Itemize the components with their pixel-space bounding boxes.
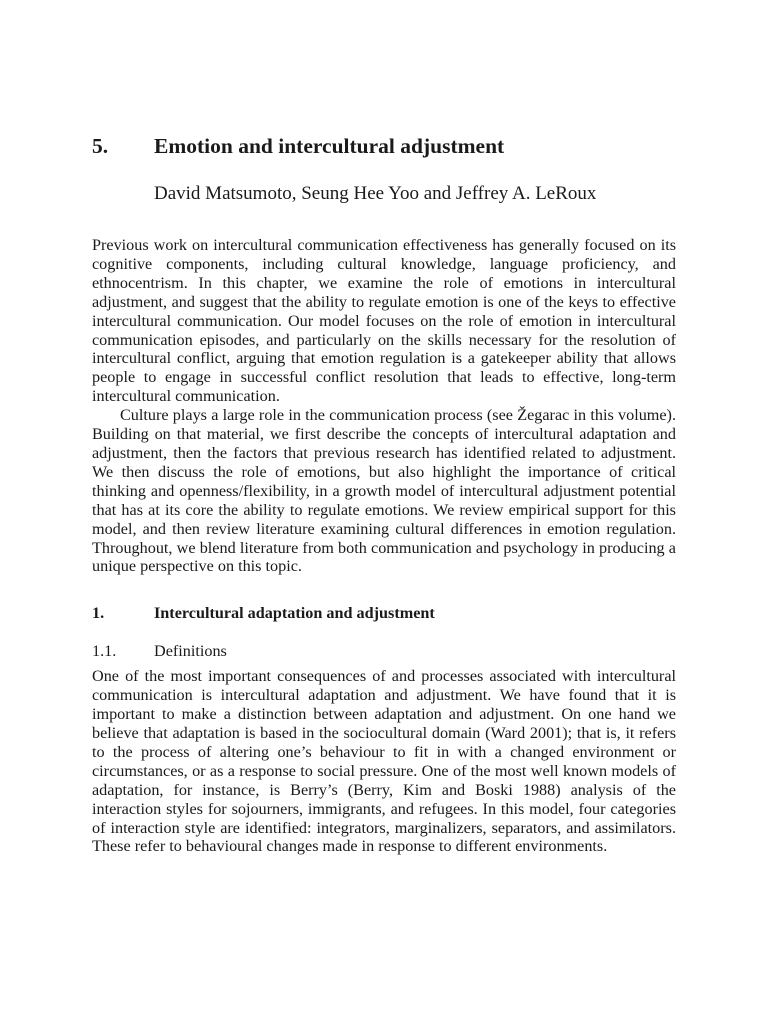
book-page bbox=[92, 132, 676, 856]
section-number: 1. bbox=[92, 604, 105, 623]
chapter-number: 5. bbox=[92, 134, 109, 158]
section-title: Intercultural adaptation and adjustment bbox=[154, 604, 435, 623]
intro-paragraph: Culture plays a large role in the communication process (see Žegarac in this volume). Building on that material, we first describe the concepts of intercultural adaptation and adjustment, then the factors that previous research has identified related to adjustment. We then discuss the role of emotions, but also highlight the importance of critical thinking and openness/flexibility, in a growth model of intercultural adjustment potential that has at its core the ability to regulate emotions. We review empirical support for this model, and then review literature examining cultural differences in emotion regulation. Throughout, we blend literature from both communication and psychology in producing a unique perspective on this topic. bbox=[92, 406, 676, 576]
subsection-title: Definitions bbox=[154, 642, 227, 661]
section-heading bbox=[92, 603, 676, 623]
definitions-paragraph: One of the most important consequences of and processes associated with intercultural communication is intercultural adaptation and adjustment. We have found that it is important to make a distinction between adaptation and adjustment. On one hand we believe that adaptation is based in the sociocultural domain (Ward 2001); that is, it refers to the process of altering one’s behaviour to fit in with a changed environment or circumstances, or as a response to social pressure. One of the most well known models of adaptation, for instance, is Berry’s (Berry, Kim and Boski 1988) analysis of the interaction styles for sojourners, immigrants, and refugees. In this model, four categories of interaction style are identified: integrators, marginalizers, separators, and assimilators. These refer to behavioural changes made in response to different environments. bbox=[92, 667, 676, 856]
chapter-title: Emotion and intercultural adjustment bbox=[154, 134, 505, 158]
chapter-heading bbox=[92, 132, 676, 160]
subsection-heading bbox=[92, 641, 676, 661]
chapter-authors: David Matsumoto, Seung Hee Yoo and Jeffrey A. LeRoux bbox=[154, 183, 597, 204]
abstract-paragraph: Previous work on intercultural communication effectiveness has generally focused on its cognitive components, including cultural knowledge, language proficiency, and ethnocentrism. In this chapter, we examine the role of emotions in intercultural adjustment, and suggest that the ability to regulate emotion is one of the keys to effective intercultural communication. Our model focuses on the role of emotion in intercultural communication episodes, and particularly on the skills necessary for the resolution of intercultural conflict, arguing that emotion regulation is a gatekeeper ability that allows people to engage in successful conflict resolution that leads to effective, long-term intercultural communication. bbox=[92, 236, 676, 406]
subsection-number: 1.1. bbox=[92, 642, 117, 661]
